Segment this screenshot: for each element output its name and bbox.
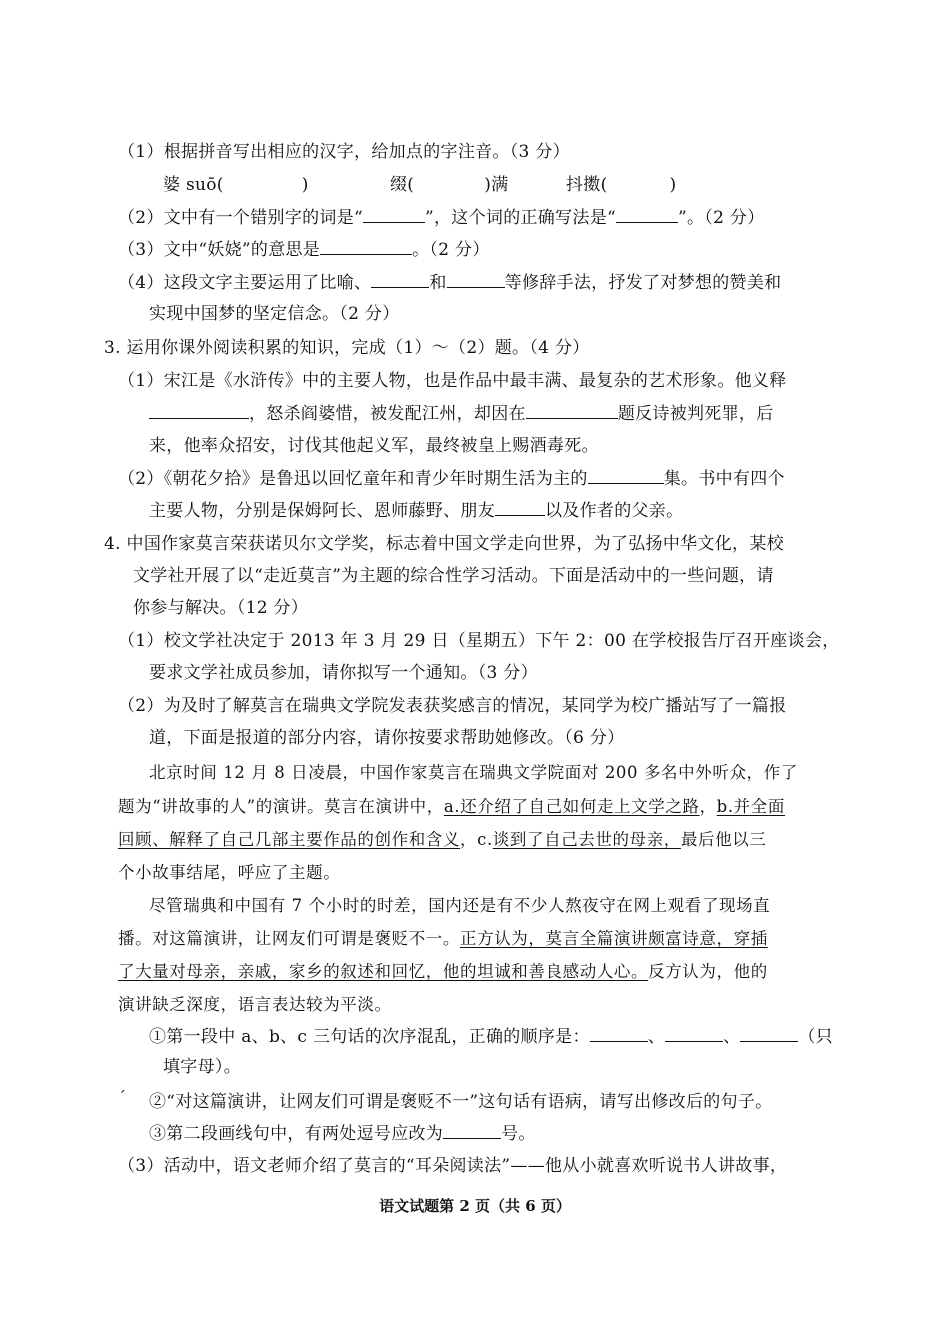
passage-1-line2: 题为“讲故事的人”的演讲。莫言在演讲中，a.还介绍了自己如何走上文学之路，b.并全面 bbox=[118, 797, 785, 816]
item-1-line1: ①第一段中 a、b、c 三句话的次序混乱，正确的顺序是： 、 、 （只 bbox=[149, 1027, 833, 1047]
answer-blank[interactable] bbox=[665, 1025, 723, 1042]
answer-blank[interactable] bbox=[616, 206, 678, 223]
item-1-line2: 填字母）。 bbox=[163, 1057, 241, 1077]
question-2-1: （1）根据拼音写出相应的汉字，给加点的字注音。（3 分） bbox=[118, 142, 570, 162]
question-4-3-line1: （3）活动中，语文老师介绍了莫言的“耳朵阅读法”——他从小就喜欢听说书人讲故事， bbox=[118, 1156, 788, 1176]
question-3-2-line1: （2）《朝花夕拾》是鲁迅以回忆童年和青少年时期生活为主的 集。书中有四个 bbox=[118, 469, 785, 489]
passage-1-line4: 个小故事结尾，呼应了主题。 bbox=[118, 863, 341, 882]
question-4-title-line1: 4. 中国作家莫言荣获诺贝尔文学奖，标志着中国文学走向世界，为了弘扬中华文化，某校 bbox=[104, 534, 784, 554]
answer-blank[interactable] bbox=[320, 238, 412, 255]
answer-blank[interactable] bbox=[149, 402, 249, 419]
question-4-title-line2: 文学社开展了以“走近莫言”为主题的综合性学习活动。下面是活动中的一些问题，请 bbox=[133, 566, 774, 586]
question-4-2-line2: 道，下面是报道的部分内容，请你按要求帮助她修改。（6 分） bbox=[149, 728, 625, 748]
pinyin-item-3: 抖擞( ) bbox=[566, 175, 677, 195]
pinyin-item-2: 缀( )满 bbox=[390, 175, 509, 195]
question-3-1-line1: （1）宋江是《水浒传》中的主要人物，也是作品中最丰满、最复杂的艺术形象。他义释 bbox=[118, 371, 787, 391]
question-2-4: （4）这段文字主要运用了比喻、 和 等修辞手法，抒发了对梦想的赞美和 bbox=[118, 273, 782, 293]
answer-blank[interactable] bbox=[443, 1122, 501, 1139]
answer-blank[interactable] bbox=[526, 402, 618, 419]
answer-blank[interactable] bbox=[447, 271, 505, 288]
passage-2-line4: 演讲缺乏深度，语言表达较为平淡。 bbox=[118, 995, 392, 1014]
question-3-2-line2: 主要人物，分别是保姆阿长、恩师藤野、朋友 以及作者的父亲。 bbox=[149, 501, 684, 521]
question-2-3: （3）文中“妖娆”的意思是 。（2 分） bbox=[118, 240, 490, 260]
page-footer: 语文试题第 2 页（共 6 页） bbox=[379, 1197, 571, 1215]
passage-2-line2: 播。对这篇演讲，让网友们可谓是褒贬不一。正方认为，莫言全篇演讲颇富诗意，穿插 bbox=[118, 929, 768, 948]
question-2-2: （2）文中有一个错别字的词是“ ”，这个词的正确写法是“ ”。（2 分） bbox=[118, 208, 765, 228]
item-3: ③第二段画线句中，有两处逗号应改为 号。 bbox=[149, 1124, 536, 1144]
answer-blank[interactable] bbox=[495, 499, 545, 516]
question-3-1-line2: ，怒杀阎婆惜，被发配江州，却因在 题反诗被判死罪，后 bbox=[149, 402, 774, 426]
question-4-1-line2: 要求文学社成员参加，请你拟写一个通知。（3 分） bbox=[149, 663, 538, 683]
passage-2-line3: 了大量对母亲，亲戚，家乡的叙述和回忆，他的坦诚和善良感动人心。反方认为，他的 bbox=[118, 962, 768, 981]
pen-mark: ˊ bbox=[118, 1088, 126, 1107]
question-3-1-line3: 来，他率众招安，讨伐其他起义军，最终被皇上赐酒毒死。 bbox=[149, 436, 599, 456]
passage-1-line1: 北京时间 12 月 8 日凌晨，中国作家莫言在瑞典文学院面对 200 多名中外听众，作了 bbox=[149, 763, 798, 782]
item-2: ②“对这篇演讲，让网友们可谓是褒贬不一”这句话有语病，请写出修改后的句子。 bbox=[149, 1092, 773, 1112]
answer-blank[interactable] bbox=[590, 1025, 648, 1042]
answer-blank[interactable] bbox=[740, 1025, 798, 1042]
pinyin-item-1: 婆 suō( ) bbox=[163, 175, 309, 195]
question-4-1-line1: （1）校文学社决定于 2013 年 3 月 29 日（星期五）下午 2：00 在学校报告厅召开座谈会， bbox=[118, 631, 840, 651]
passage-1-line3: 回顾、解释了自己几部主要作品的创作和含义，c.谈到了自己去世的母亲，最后他以三 bbox=[118, 830, 767, 849]
answer-blank[interactable] bbox=[588, 467, 664, 484]
question-2-4-line2: 实现中国梦的坚定信念。（2 分） bbox=[149, 304, 400, 324]
passage-2-line1: 尽管瑞典和中国有 7 个小时的时差，国内还是有不少人熬夜守在网上观看了现场直 bbox=[149, 896, 771, 915]
question-4-title-line3: 你参与解决。（12 分） bbox=[133, 598, 309, 618]
question-3-title: 3. 运用你课外阅读积累的知识，完成（1）～（2）题。（4 分） bbox=[104, 338, 590, 358]
question-4-2-line1: （2）为及时了解莫言在瑞典文学院发表获奖感言的情况，某同学为校广播站写了一篇报 bbox=[118, 696, 787, 716]
answer-blank[interactable] bbox=[363, 206, 425, 223]
answer-blank[interactable] bbox=[371, 271, 429, 288]
